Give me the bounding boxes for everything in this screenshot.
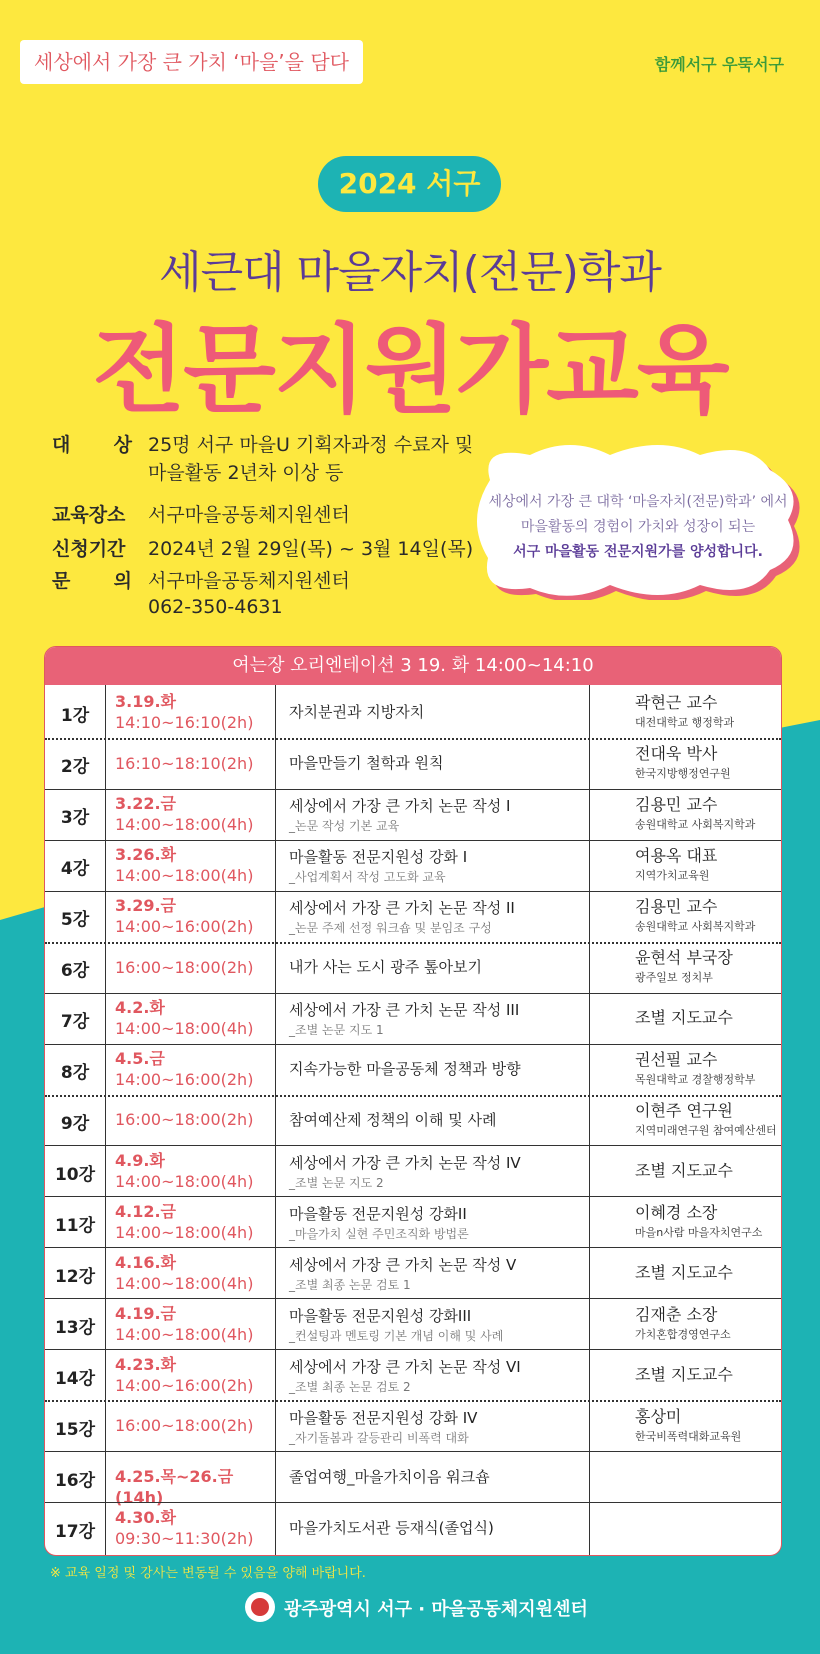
session-day: 4.9.화 (115, 1150, 165, 1170)
session-day: 4.5.금 (115, 1049, 165, 1069)
session-topic (289, 1408, 629, 1448)
table-row (45, 1145, 781, 1196)
session-topic (289, 1153, 629, 1193)
session-number: 17강 (54, 1521, 96, 1542)
topic-subtitle: _컨설팅과 멘토링 기본 개념 이해 및 사례 (289, 1328, 504, 1343)
lecturer-name: 조별 지도교수 (635, 1008, 733, 1028)
table-row (45, 687, 781, 738)
session-date (115, 691, 275, 733)
lecturer-name: 여용옥 대표 (635, 846, 718, 866)
table-row (45, 738, 781, 789)
lecturer-name: 조별 지도교수 (635, 1160, 733, 1180)
column-divider (275, 685, 276, 1555)
table-row (45, 993, 781, 1044)
session-number: 8강 (60, 1063, 90, 1084)
table-row (45, 1298, 781, 1349)
lecturer-org: 지역가치교육원 (635, 869, 710, 883)
lecturer-name: 권선필 교수 (635, 1050, 718, 1070)
session-number: 2강 (60, 757, 90, 778)
session-time: 14:00~18:00(4h) (115, 1324, 254, 1344)
session-topic (289, 1000, 629, 1040)
session-topic (289, 1059, 629, 1079)
session-time: 14:00~18:00(4h) (115, 866, 254, 886)
session-time: 14:10~16:10(2h) (115, 713, 254, 733)
session-number: 11강 (54, 1215, 96, 1236)
session-topic (289, 1518, 629, 1538)
lecturer (635, 1050, 781, 1090)
table-row (45, 942, 781, 993)
session-time: 14:00~18:00(4h) (115, 1019, 254, 1039)
lecturer (635, 1161, 781, 1181)
session-number: 5강 (60, 910, 90, 931)
topic-subtitle: _조별 논문 지도 1 (289, 1023, 384, 1038)
topic-subtitle: _논문 주제 선정 워크숍 및 분임조 구성 (289, 921, 492, 936)
lecturer-name: 조별 지도교수 (635, 1262, 733, 1282)
lecturer-org: 지역미래연구원 참여예산센터 (635, 1123, 777, 1137)
topic-subtitle: _조별 최종 논문 검토 2 (289, 1379, 411, 1394)
table-row (45, 1349, 781, 1400)
table-row (45, 1247, 781, 1298)
session-number: 1강 (60, 706, 90, 727)
session-date (115, 895, 275, 937)
topic-title: 세상에서 가장 큰 가치 논문 작성 VI (289, 1357, 521, 1376)
topic-title: 세상에서 가장 큰 가치 논문 작성 IV (289, 1153, 521, 1172)
lecturer-org: 한국지방행정연구원 (635, 767, 731, 781)
table-row (45, 1451, 781, 1508)
lecturer-name: 이혜경 소장 (635, 1202, 718, 1222)
session-topic (289, 1467, 629, 1487)
table-row (45, 891, 781, 942)
topic-title: 마을활동 전문지원성 강화III (289, 1306, 472, 1325)
lecturer-name: 김재춘 소장 (635, 1304, 718, 1324)
session-day: 4.2.화 (115, 998, 165, 1018)
table-row (45, 789, 781, 840)
lecturer-org: 가치혼합경영연구소 (635, 1327, 731, 1341)
cloud-line1: 세상에서 가장 큰 대학 ‘마을자치(전문)학과’ 에서 (488, 494, 788, 510)
session-topic (289, 1306, 629, 1346)
topic-title: 마을가치도서관 등재식(졸업식) (289, 1518, 494, 1537)
session-topic (289, 957, 629, 977)
session-topic (289, 898, 629, 938)
session-date (115, 753, 275, 774)
topic-title: 세상에서 가장 큰 가치 논문 작성 II (289, 899, 515, 918)
lecturer-name: 곽현근 교수 (635, 693, 718, 713)
schedule-header: 여는장 오리엔테이션 3 19. 화 14:00~14:10 (45, 647, 781, 685)
session-date (115, 1109, 275, 1130)
lecturer-name: 홍상미 (635, 1406, 682, 1426)
session-date (115, 1507, 275, 1549)
lecturer (635, 1008, 781, 1028)
session-topic (289, 847, 629, 887)
year-pill: 2024 서구 (318, 156, 501, 212)
topic-title: 졸업여행_마을가치이음 워크숍 (289, 1467, 490, 1486)
lecturer (635, 744, 781, 784)
session-day: 3.22.금 (115, 794, 177, 814)
lecturer-name: 김용민 교수 (635, 795, 718, 815)
session-day: 4.25.목~26.금(14h) (115, 1467, 234, 1508)
lecturer (635, 1365, 781, 1385)
session-date (115, 1354, 275, 1396)
lecturer (635, 1263, 781, 1283)
lecturer-org: 대전대학교 행정학과 (635, 716, 735, 730)
session-day: 4.30.화 (115, 1507, 177, 1527)
session-time: 14:00~16:00(2h) (115, 1375, 254, 1395)
session-time: 14:00~18:00(4h) (115, 815, 254, 835)
period-value: 2024년 2월 29일(목) ~ 3월 14일(목) (148, 538, 474, 560)
session-number: 6강 (60, 961, 90, 982)
session-number: 13강 (54, 1317, 96, 1338)
session-day: 4.12.금 (115, 1201, 177, 1221)
title-line2: 전문지원가교육 (92, 314, 728, 426)
tagline: 세상에서 가장 큰 가치 ‘마을’을 담다 (20, 40, 363, 84)
contact-label: 문 의 (52, 570, 132, 592)
session-date (115, 1048, 275, 1090)
topic-title: 마을활동 전문지원성 강화II (289, 1204, 467, 1223)
session-topic (289, 1255, 629, 1295)
lecturer-org: 송원대학교 사회복지학과 (635, 920, 756, 934)
cloud-line3: 서구 마을활동 전문지원가를 양성합니다. (513, 544, 763, 560)
topic-subtitle: _조별 논문 지도 2 (289, 1175, 384, 1190)
table-row (45, 1044, 781, 1095)
session-time: 16:10~18:10(2h) (115, 753, 254, 773)
contact-value: 서구마을공동체지원센터 (148, 570, 350, 592)
topic-title: 자치분권과 지방자치 (289, 703, 425, 722)
table-row (45, 1095, 781, 1146)
cloud-text (480, 490, 796, 565)
session-date (115, 1415, 275, 1436)
lecturer (635, 846, 781, 886)
session-day: 3.19.화 (115, 692, 177, 712)
topic-title: 마을활동 전문지원성 강화 IV (289, 1408, 478, 1427)
topic-title: 마을활동 전문지원성 강화 I (289, 848, 468, 867)
session-time: 14:00~16:00(2h) (115, 917, 254, 937)
session-number: 12강 (54, 1266, 96, 1287)
lecturer (635, 1305, 781, 1345)
lecturer-name: 윤현석 부국장 (635, 948, 733, 968)
title-line1: 세큰대 마을자치(전문)학과 (159, 247, 661, 298)
session-date (115, 957, 275, 978)
lecturer-name: 전대욱 박사 (635, 744, 718, 764)
contact-phone: 062-350-4631 (148, 596, 283, 618)
session-time: 16:00~18:00(2h) (115, 1416, 254, 1436)
footer-note: ※ 교육 일정 및 강사는 변동될 수 있음을 양해 바랍니다. (50, 1566, 366, 1581)
schedule-table (44, 646, 782, 1556)
topic-title: 세상에서 가장 큰 가치 논문 작성 III (289, 1001, 520, 1020)
table-row (45, 840, 781, 891)
topic-subtitle: _사업계획서 작성 고도화 교육 (289, 870, 446, 885)
lecturer-org: 목원대학교 경찰행정학부 (635, 1073, 756, 1087)
session-date (115, 844, 275, 886)
lecturer-org: 광주일보 정치부 (635, 971, 713, 985)
session-time: 14:00~18:00(4h) (115, 1222, 254, 1242)
topic-title: 세상에서 가장 큰 가치 논문 작성 V (289, 1255, 517, 1274)
place-label: 교육장소 (52, 504, 126, 526)
session-date (115, 793, 275, 835)
logo-text: 함께서구 우뚝서구 (654, 55, 784, 74)
lecturer (635, 1407, 781, 1447)
session-date (115, 1150, 275, 1192)
session-day: 4.16.화 (115, 1252, 177, 1272)
session-number: 4강 (60, 859, 90, 880)
period-label: 신청기간 (52, 538, 126, 560)
place-value: 서구마을공동체지원센터 (148, 504, 350, 526)
lecturer-name: 조별 지도교수 (635, 1364, 733, 1384)
session-time: 16:00~18:00(2h) (115, 957, 254, 977)
topic-title: 내가 사는 도시 광주 톺아보기 (289, 958, 482, 977)
column-divider (105, 685, 106, 1555)
session-time: 14:00~18:00(4h) (115, 1273, 254, 1293)
column-divider (589, 685, 590, 1555)
seogu-emblem-icon (245, 1592, 275, 1622)
target-value: 25명 서구 마을U 기획자과정 수료자 및 (148, 434, 474, 456)
lecturer-name: 이현주 연구원 (635, 1100, 733, 1120)
table-row (45, 1502, 781, 1553)
session-topic (289, 1110, 629, 1130)
session-number: 14강 (54, 1368, 96, 1389)
session-time: 09:30~11:30(2h) (115, 1528, 254, 1548)
topic-title: 지속가능한 마을공동체 정책과 방향 (289, 1060, 521, 1079)
lecturer (635, 693, 781, 733)
lecturer (635, 948, 781, 988)
district-logo (655, 52, 784, 75)
topic-title: 참여예산제 정책의 이해 및 사례 (289, 1110, 497, 1129)
session-day: 3.26.화 (115, 845, 177, 865)
topic-subtitle: _자기돌봄과 갈등관리 비폭력 대화 (289, 1430, 469, 1445)
session-topic (289, 753, 629, 773)
session-number: 3강 (60, 808, 90, 829)
session-date (115, 1201, 275, 1243)
lecturer-org: 한국비폭력대화교육원 (635, 1429, 742, 1443)
lecturer (635, 1203, 781, 1243)
session-number: 15강 (54, 1419, 96, 1440)
table-row (45, 1400, 781, 1451)
session-time: 14:00~16:00(2h) (115, 1070, 254, 1090)
topic-title: 세상에서 가장 큰 가치 논문 작성 I (289, 797, 511, 816)
lecturer-org: 마을n사람 마을자치연구소 (635, 1225, 763, 1239)
session-topic (289, 1204, 629, 1244)
footer-org: 광주광역시 서구 · 마을공동체지원센터 (284, 1599, 588, 1620)
session-day: 3.29.금 (115, 896, 177, 916)
session-date (115, 997, 275, 1039)
session-time: 14:00~18:00(4h) (115, 1171, 254, 1191)
target-value2: 마을활동 2년차 이상 등 (148, 462, 344, 484)
session-number: 7강 (60, 1012, 90, 1033)
target-label: 대 상 (52, 434, 132, 456)
lecturer-org: 송원대학교 사회복지학과 (635, 818, 756, 832)
cloud-line2: 마을활동의 경험이 가치와 성장이 되는 (520, 519, 756, 535)
lecturer (635, 795, 781, 835)
session-number: 16강 (54, 1470, 96, 1491)
session-date (115, 1252, 275, 1294)
topic-subtitle: _논문 작성 기본 교육 (289, 819, 400, 834)
topic-subtitle: _마을가치 실현 주민조직화 방법론 (289, 1226, 469, 1241)
session-day: 4.23.화 (115, 1354, 177, 1374)
table-row (45, 1196, 781, 1247)
session-topic (289, 702, 629, 722)
session-topic (289, 796, 629, 836)
session-time: 16:00~18:00(2h) (115, 1110, 254, 1130)
lecturer (635, 1101, 781, 1141)
lecturer (635, 897, 781, 937)
lecturer-name: 김용민 교수 (635, 897, 718, 917)
session-topic (289, 1357, 629, 1397)
session-day: 4.19.금 (115, 1303, 177, 1323)
session-number: 9강 (60, 1113, 90, 1134)
topic-title: 마을만들기 철학과 원칙 (289, 754, 444, 773)
session-date (115, 1303, 275, 1345)
session-number: 10강 (54, 1164, 96, 1185)
topic-subtitle: _조별 최종 논문 검토 1 (289, 1277, 411, 1292)
